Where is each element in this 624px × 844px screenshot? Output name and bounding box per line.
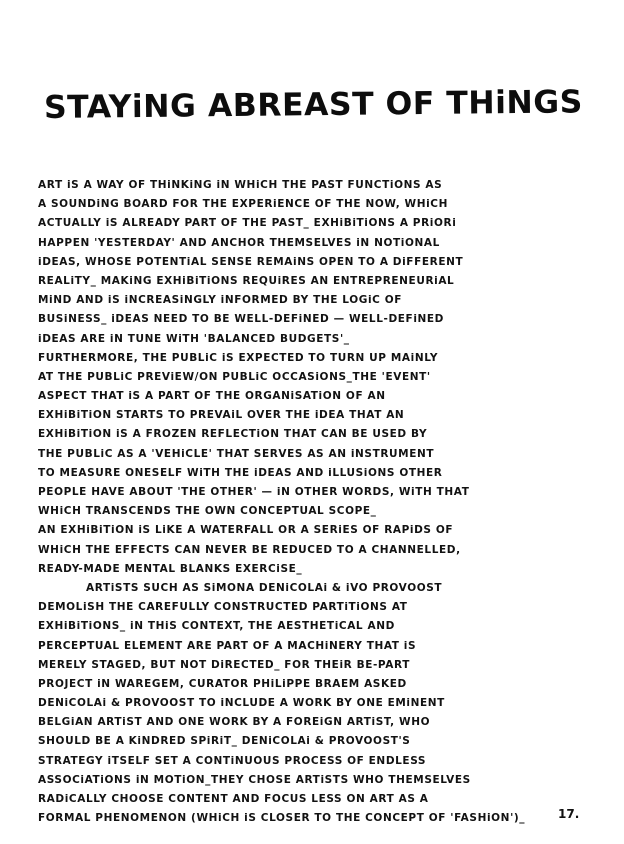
text-line: ACTUALLY iS ALREADY PART OF THE PAST_ EXHiBiTiONS A PRiORi <box>38 217 457 230</box>
text-line: MiND AND iS iNCREASiNGLY iNFORMED BY THE LOGiC OF <box>38 294 403 307</box>
handwritten-body-text <box>38 176 590 828</box>
text-line: EXHiBiTiONS_ iN THiS CONTEXT, THE AESTHETiCAL AND <box>38 620 395 633</box>
text-line: STRATEGY iTSELF SET A CONTiNUOUS PROCESS OF ENDLESS <box>38 754 427 767</box>
page-number: 17. <box>558 807 580 821</box>
text-line: ART iS A WAY OF THiNKiNG iN WHiCH THE PAST FUNCTiONS AS <box>38 179 443 191</box>
text-line: DEMOLiSH THE CAREFULLY CONSTRUCTED PARTiTiONS AT <box>38 601 408 614</box>
text-line: iDEAS ARE iN TUNE WiTH 'BALANCED BUDGETS'_ <box>38 332 350 345</box>
text-line: READY-MADE MENTAL BLANKS EXERCiSE_ <box>38 562 303 575</box>
text-line: ASSOCiATiONS iN MOTiON_THEY CHOSE ARTiSTS WHO THEMSELVES <box>38 773 471 786</box>
text-line: EXHiBiTiON STARTS TO PREVAiL OVER THE iDEA THAT AN <box>38 409 405 422</box>
text-line: SHOULD BE A KiNDRED SPiRiT_ DENiCOLAi & PROVOOST'S <box>38 735 411 748</box>
text-line: PERCEPTUAL ELEMENT ARE PART OF A MACHiNERY THAT iS <box>38 639 417 652</box>
text-line: AN EXHiBiTiON iS LiKE A WATERFALL OR A SERiES OF RAPiDS OF <box>38 524 454 537</box>
text-line: FORMAL PHENOMENON (WHiCH iS CLOSER TO THE CONCEPT OF 'FASHiON')_ <box>38 812 526 825</box>
text-line: WHiCH THE EFFECTS CAN NEVER BE REDUCED TO A CHANNELLED, <box>38 543 461 556</box>
text-line: A SOUNDiNG BOARD FOR THE EXPERiENCE OF THE NOW, WHiCH <box>38 198 448 211</box>
text-line: REALiTY_ MAKiNG EXHiBiTiONS REQUiRES AN ENTREPRENEURiAL <box>38 274 455 287</box>
text-line: EXHiBiTiON iS A FROZEN REFLECTiON THAT CAN BE USED BY <box>38 428 428 441</box>
text-line: BELGiAN ARTiST AND ONE WORK BY A FOREiGN ARTiST, WHO <box>38 716 431 729</box>
text-line: PROJECT iN WAREGEM, CURATOR PHiLiPPE BRAEM ASKED <box>38 677 407 690</box>
text-line: BUSiNESS_ iDEAS NEED TO BE WELL-DEFiNED — WELL-DEFiNED <box>38 313 444 326</box>
text-line: THE PUBLiC AS A 'VEHiCLE' THAT SERVES AS AN iNSTRUMENT <box>38 447 435 460</box>
text-line: FURTHERMORE, THE PUBLiC iS EXPECTED TO TURN UP MAiNLY <box>38 351 439 364</box>
text-line: WHiCH TRANSCENDS THE OWN CONCEPTUAL SCOPE_ <box>38 505 377 518</box>
text-line: HAPPEN 'YESTERDAY' AND ANCHOR THEMSELVES iN NOTiONAL <box>38 236 440 249</box>
text-line: TO MEASURE ONESELF WiTH THE iDEAS AND iLLUSiONS OTHER <box>38 466 443 479</box>
text-line: DENiCOLAi & PROVOOST TO iNCLUDE A WORK BY ONE EMiNENT <box>38 697 445 710</box>
text-line: PEOPLE HAVE ABOUT 'THE OTHER' — iN OTHER WORDS, WiTH THAT <box>38 486 470 498</box>
text-line: iDEAS, WHOSE POTENTiAL SENSE REMAiNS OPEN TO A DiFFERENT <box>38 255 464 268</box>
text-line: RADiCALLY CHOOSE CONTENT AND FOCUS LESS ON ART AS A <box>38 793 429 805</box>
page-title: STAYiNG ABREAST OF THiNGS <box>43 84 584 126</box>
text-line: ASPECT THAT iS A PART OF THE ORGANiSATiON OF AN <box>38 390 386 403</box>
text-line: AT THE PUBLiC PREViEW/ON PUBLiC OCCASiONS_THE 'EVENT' <box>38 370 431 383</box>
text-line: MERELY STAGED, BUT NOT DiRECTED_ FOR THEiR BE-PART <box>38 658 410 671</box>
text-line-indented: ARTiSTS SUCH AS SiMONA DENiCOLAi & iVO PROVOOST <box>86 581 443 594</box>
